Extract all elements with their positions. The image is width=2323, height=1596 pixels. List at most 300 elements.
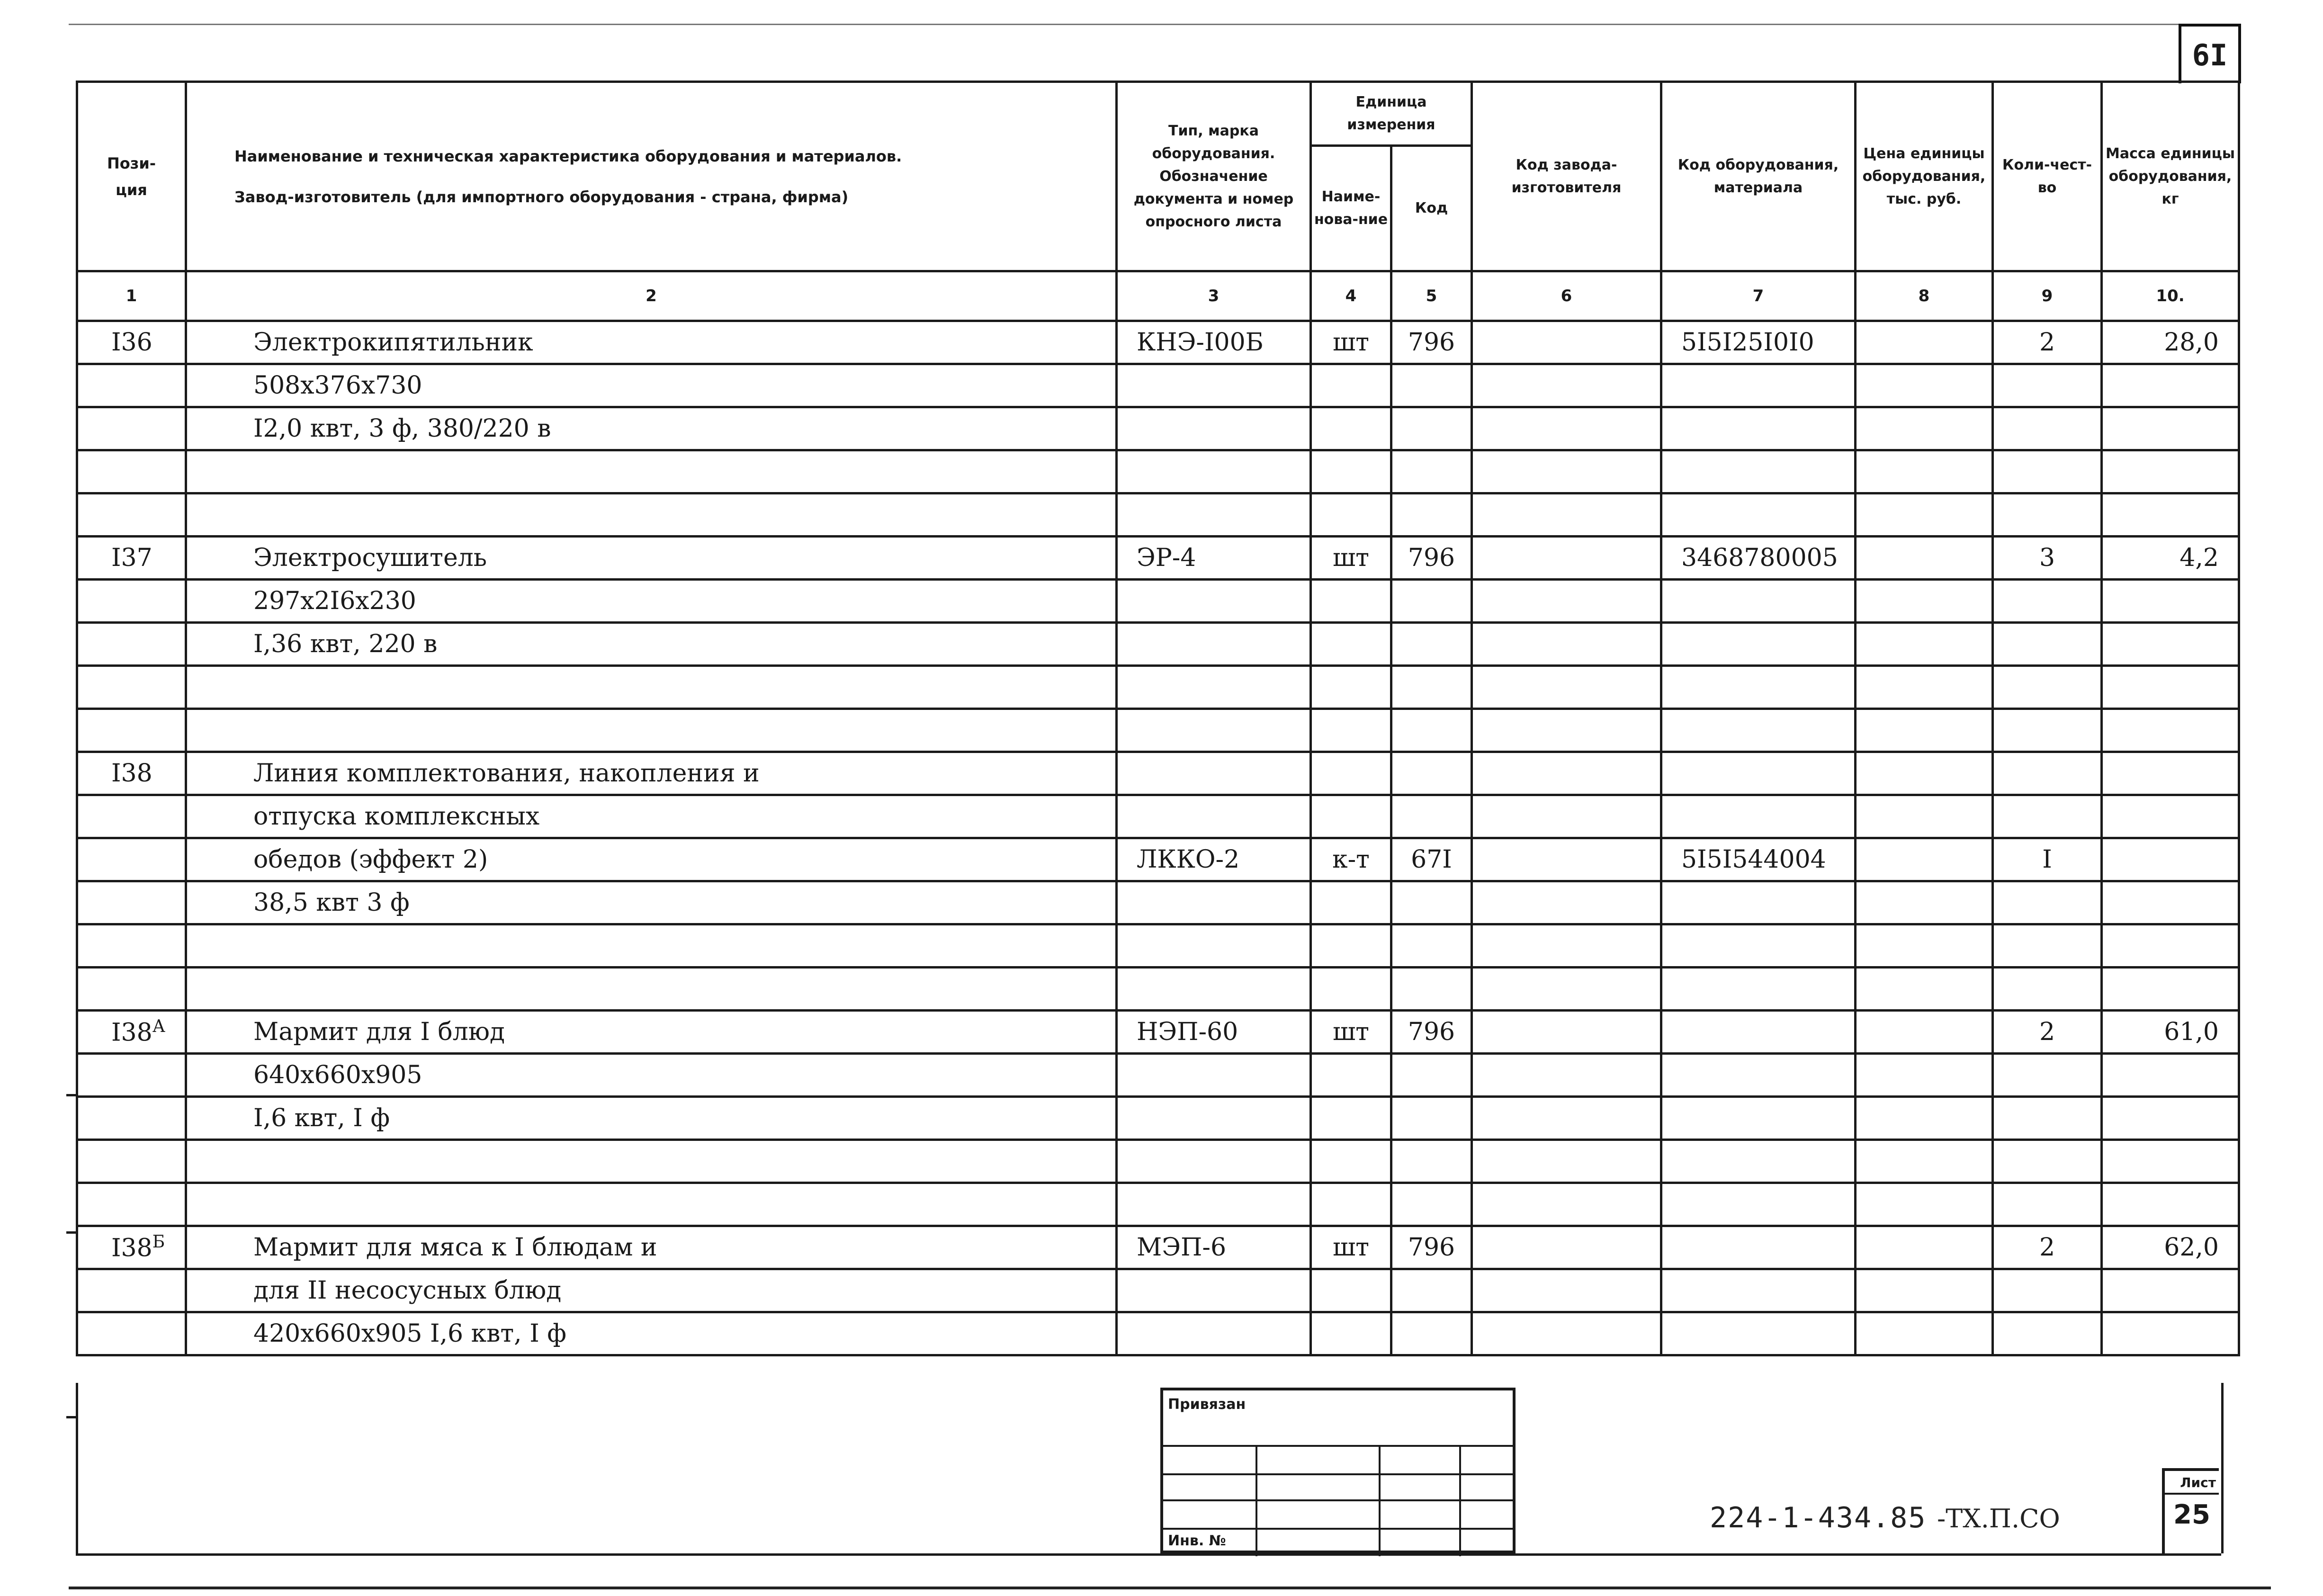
cell-mass xyxy=(2102,407,2239,450)
cell-price xyxy=(1856,407,1993,450)
table-row xyxy=(77,1183,2239,1226)
cell-item-name xyxy=(186,1183,1117,1226)
cell-unit-name xyxy=(1311,321,1391,364)
header-unit-code: Код xyxy=(1391,146,1472,271)
cell-equipment-type xyxy=(1117,1140,1311,1183)
cell-item-name xyxy=(186,450,1117,493)
cell-equipment-type xyxy=(1117,795,1311,838)
cell-equipment-type xyxy=(1117,623,1311,666)
col-number: 4 xyxy=(1311,271,1391,321)
unit-name-text: шт xyxy=(1332,1018,1370,1046)
mass-text: 61,0 xyxy=(2164,1018,2219,1046)
table-row xyxy=(77,709,2239,752)
cell-factory-code xyxy=(1472,1183,1661,1226)
cell-position xyxy=(77,709,186,752)
cell-quantity xyxy=(1993,1140,2102,1183)
cell-position xyxy=(77,580,186,623)
cell-unit-name xyxy=(1311,666,1391,709)
cell-mass xyxy=(2102,1054,2239,1097)
cell-unit-code xyxy=(1391,364,1472,407)
cell-factory-code xyxy=(1472,537,1661,580)
cell-quantity xyxy=(1993,752,2102,795)
col-number: 9 xyxy=(1993,271,2102,321)
table-row xyxy=(77,1226,2239,1269)
cell-quantity xyxy=(1993,321,2102,364)
cell-mass xyxy=(2102,493,2239,537)
cell-item-name xyxy=(186,666,1117,709)
cell-factory-code xyxy=(1472,709,1661,752)
cell-price xyxy=(1856,537,1993,580)
cell-position xyxy=(77,1226,186,1269)
table-row xyxy=(77,838,2239,881)
cell-equipment-code xyxy=(1661,321,1856,364)
table-row xyxy=(77,795,2239,838)
header-mass: Масса единицы оборудования, кг xyxy=(2102,82,2239,271)
cell-unit-code xyxy=(1391,1097,1472,1140)
quantity-text: 3 xyxy=(2039,544,2055,572)
col-number: 6 xyxy=(1472,271,1661,321)
cell-position xyxy=(77,838,186,881)
equipment-type-text: КНЭ-I00Б xyxy=(1137,328,1264,357)
cell-mass xyxy=(2102,450,2239,493)
cell-unit-name xyxy=(1311,580,1391,623)
sheet-number: 25 xyxy=(2173,1499,2210,1530)
cell-unit-name xyxy=(1311,537,1391,580)
cell-quantity xyxy=(1993,364,2102,407)
cell-factory-code xyxy=(1472,1054,1661,1097)
cell-factory-code xyxy=(1472,924,1661,968)
item-name-text: 420x660x905 I,6 квт, I ф xyxy=(253,1319,566,1348)
cell-equipment-code xyxy=(1661,752,1856,795)
cell-price xyxy=(1856,623,1993,666)
cell-mass xyxy=(2102,321,2239,364)
cell-factory-code xyxy=(1472,364,1661,407)
cell-mass xyxy=(2102,666,2239,709)
table-row xyxy=(77,364,2239,407)
table-row xyxy=(77,881,2239,924)
cell-unit-name xyxy=(1311,795,1391,838)
cell-price xyxy=(1856,1097,1993,1140)
cell-item-name xyxy=(186,1226,1117,1269)
stamp-bound-label: Привязан xyxy=(1168,1396,1246,1413)
cell-unit-code xyxy=(1391,1140,1472,1183)
unit-code-text: 796 xyxy=(1408,328,1455,357)
cell-mass xyxy=(2102,623,2239,666)
cell-unit-name xyxy=(1311,752,1391,795)
cell-position xyxy=(77,752,186,795)
cell-equipment-code xyxy=(1661,364,1856,407)
cell-unit-name xyxy=(1311,407,1391,450)
cell-equipment-code xyxy=(1661,493,1856,537)
cell-factory-code xyxy=(1472,838,1661,881)
cell-position xyxy=(77,795,186,838)
cell-unit-name xyxy=(1311,364,1391,407)
item-name-text: Электросушитель xyxy=(253,544,487,572)
cell-unit-name xyxy=(1311,968,1391,1011)
item-name-text: для II несосусных блюд xyxy=(253,1276,562,1305)
cell-item-name xyxy=(186,407,1117,450)
table-row xyxy=(77,1140,2239,1183)
header-quantity: Коли-чест-во xyxy=(1993,82,2102,271)
col-number: 8 xyxy=(1856,271,1993,321)
cell-item-name xyxy=(186,364,1117,407)
cell-factory-code xyxy=(1472,1011,1661,1054)
cell-equipment-code xyxy=(1661,1097,1856,1140)
cell-quantity xyxy=(1993,407,2102,450)
cell-equipment-type xyxy=(1117,1312,1311,1355)
table-row xyxy=(77,407,2239,450)
cell-equipment-code xyxy=(1661,881,1856,924)
sheet-box xyxy=(2162,1468,2219,1553)
cell-equipment-code xyxy=(1661,1140,1856,1183)
cell-unit-code xyxy=(1391,623,1472,666)
item-name-text: Мармит для мяса к I блюдам и xyxy=(253,1233,657,1262)
cell-quantity xyxy=(1993,666,2102,709)
header-price: Цена единицы оборудования, тыс. руб. xyxy=(1856,82,1993,271)
unit-code-text: 796 xyxy=(1408,544,1455,572)
unit-code-text: 67I xyxy=(1411,845,1452,874)
cell-mass xyxy=(2102,1269,2239,1312)
cell-equipment-type xyxy=(1117,709,1311,752)
cell-item-name xyxy=(186,709,1117,752)
cell-price xyxy=(1856,493,1993,537)
cell-position xyxy=(77,924,186,968)
cell-unit-code xyxy=(1391,881,1472,924)
cell-factory-code xyxy=(1472,580,1661,623)
table-row xyxy=(77,537,2239,580)
unit-name-text: шт xyxy=(1332,1233,1370,1262)
col-number: 2 xyxy=(186,271,1117,321)
cell-quantity xyxy=(1993,968,2102,1011)
cell-mass xyxy=(2102,795,2239,838)
equipment-type-text: ЛККО-2 xyxy=(1137,845,1240,874)
table-row xyxy=(77,580,2239,623)
cell-equipment-code xyxy=(1661,795,1856,838)
cell-equipment-code xyxy=(1661,450,1856,493)
cell-position xyxy=(77,1183,186,1226)
document-code: 224-1-434.85 xyxy=(1710,1501,1927,1534)
cell-quantity xyxy=(1993,623,2102,666)
cell-unit-code xyxy=(1391,1183,1472,1226)
cell-position xyxy=(77,1312,186,1355)
cell-unit-code xyxy=(1391,1226,1472,1269)
cell-equipment-code xyxy=(1661,924,1856,968)
quantity-text: I xyxy=(2042,845,2052,874)
cell-price xyxy=(1856,1312,1993,1355)
cell-unit-code xyxy=(1391,666,1472,709)
cell-factory-code xyxy=(1472,752,1661,795)
cell-equipment-type xyxy=(1117,364,1311,407)
cell-equipment-type xyxy=(1117,838,1311,881)
cell-quantity xyxy=(1993,709,2102,752)
cell-position xyxy=(77,968,186,1011)
cell-quantity xyxy=(1993,537,2102,580)
cell-equipment-type xyxy=(1117,924,1311,968)
cell-mass xyxy=(2102,1183,2239,1226)
cell-price xyxy=(1856,321,1993,364)
cell-price xyxy=(1856,924,1993,968)
col-number: 3 xyxy=(1117,271,1311,321)
cell-item-name xyxy=(186,924,1117,968)
cell-quantity xyxy=(1993,1097,2102,1140)
sheet-label: Лист xyxy=(2165,1471,2219,1495)
cell-item-name xyxy=(186,752,1117,795)
cell-factory-code xyxy=(1472,407,1661,450)
cell-factory-code xyxy=(1472,666,1661,709)
cell-equipment-type xyxy=(1117,666,1311,709)
margin-tick xyxy=(66,1231,77,1234)
cell-quantity xyxy=(1993,924,2102,968)
cell-equipment-code xyxy=(1661,623,1856,666)
cell-equipment-type xyxy=(1117,537,1311,580)
cell-item-name xyxy=(186,968,1117,1011)
cell-equipment-type xyxy=(1117,493,1311,537)
cell-factory-code xyxy=(1472,968,1661,1011)
frame-left-border xyxy=(76,1383,78,1553)
cell-mass xyxy=(2102,881,2239,924)
unit-name-text: к-т xyxy=(1332,845,1370,874)
cell-equipment-type xyxy=(1117,1097,1311,1140)
table-row xyxy=(77,450,2239,493)
cell-equipment-type xyxy=(1117,881,1311,924)
cell-item-name xyxy=(186,623,1117,666)
cell-item-name xyxy=(186,838,1117,881)
col-number: 10. xyxy=(2102,271,2239,321)
cell-unit-name xyxy=(1311,709,1391,752)
cell-position xyxy=(77,623,186,666)
cell-unit-code xyxy=(1391,709,1472,752)
cell-unit-code xyxy=(1391,493,1472,537)
item-name-text: I2,0 квт, 3 ф, 380/220 в xyxy=(253,414,551,443)
cell-price xyxy=(1856,1226,1993,1269)
cell-price xyxy=(1856,709,1993,752)
cell-equipment-type xyxy=(1117,1269,1311,1312)
cell-price xyxy=(1856,752,1993,795)
cell-item-name xyxy=(186,537,1117,580)
cell-item-name xyxy=(186,1011,1117,1054)
cell-mass xyxy=(2102,1312,2239,1355)
header-equipment-code: Код оборудования, материала xyxy=(1661,82,1856,271)
cell-unit-name xyxy=(1311,924,1391,968)
cell-unit-name xyxy=(1311,1140,1391,1183)
header-position: Пози- ция xyxy=(77,82,186,271)
cell-position xyxy=(77,321,186,364)
header-type: Тип, марка оборудования. Обозначение документа и номер опросного листа xyxy=(1117,82,1311,271)
cell-unit-name xyxy=(1311,838,1391,881)
cell-equipment-code xyxy=(1661,666,1856,709)
item-name-text: Электрокипятильник xyxy=(253,328,533,357)
cell-unit-name xyxy=(1311,450,1391,493)
cell-price xyxy=(1856,666,1993,709)
equipment-type-text: ЭР-4 xyxy=(1137,544,1196,572)
cell-equipment-code xyxy=(1661,580,1856,623)
cell-unit-name xyxy=(1311,623,1391,666)
cell-unit-code xyxy=(1391,1269,1472,1312)
table-row xyxy=(77,968,2239,1011)
cell-unit-code xyxy=(1391,795,1472,838)
cell-quantity xyxy=(1993,795,2102,838)
cell-quantity xyxy=(1993,493,2102,537)
position-superscript: Б xyxy=(152,1232,165,1252)
cell-price xyxy=(1856,1183,1993,1226)
item-name-text: Линия комплектования, накопления и xyxy=(253,759,760,788)
cell-quantity xyxy=(1993,838,2102,881)
cell-equipment-code xyxy=(1661,838,1856,881)
cell-price xyxy=(1856,838,1993,881)
cell-unit-code xyxy=(1391,537,1472,580)
cell-factory-code xyxy=(1472,623,1661,666)
table-row xyxy=(77,1312,2239,1355)
cell-price xyxy=(1856,881,1993,924)
cell-unit-name xyxy=(1311,1097,1391,1140)
item-name-text: 297x2I6x230 xyxy=(253,587,416,615)
cell-position xyxy=(77,1140,186,1183)
cell-factory-code xyxy=(1472,493,1661,537)
document-suffix: -ТХ.П.СО xyxy=(1937,1504,2060,1533)
frame-right-border xyxy=(2221,1383,2224,1553)
cell-factory-code xyxy=(1472,450,1661,493)
table-row xyxy=(77,924,2239,968)
item-name-text: отпуска комплексных xyxy=(253,802,540,831)
cell-unit-code xyxy=(1391,968,1472,1011)
cell-item-name xyxy=(186,1097,1117,1140)
cell-equipment-type xyxy=(1117,1054,1311,1097)
cell-equipment-code xyxy=(1661,1183,1856,1226)
cell-quantity xyxy=(1993,1054,2102,1097)
cell-equipment-code xyxy=(1661,709,1856,752)
cell-unit-code xyxy=(1391,752,1472,795)
cell-equipment-code xyxy=(1661,1226,1856,1269)
cell-unit-code xyxy=(1391,1054,1472,1097)
cell-unit-code xyxy=(1391,580,1472,623)
equipment-code-text: 5I5I25I0I0 xyxy=(1681,328,1814,357)
quantity-text: 2 xyxy=(2039,1018,2055,1046)
cell-equipment-code xyxy=(1661,1011,1856,1054)
cell-mass xyxy=(2102,1011,2239,1054)
table-row xyxy=(77,1011,2239,1054)
outer-bottom-rule xyxy=(69,1587,2271,1589)
cell-position xyxy=(77,364,186,407)
frame-bottom-border xyxy=(76,1553,2221,1556)
table-row xyxy=(77,666,2239,709)
cell-unit-code xyxy=(1391,407,1472,450)
cell-price xyxy=(1856,795,1993,838)
cell-equipment-code xyxy=(1661,537,1856,580)
specification-body xyxy=(77,321,2239,1355)
page-number: 6I xyxy=(2179,24,2241,83)
cell-item-name xyxy=(186,1054,1117,1097)
cell-item-name xyxy=(186,795,1117,838)
cell-item-name xyxy=(186,1269,1117,1312)
table-row xyxy=(77,321,2239,364)
header-name: Наименование и техническая характеристика оборудования и материалов. Завод-изготовитель (для импортного оборудования - страна, фирма) xyxy=(186,82,1117,271)
position-superscript: А xyxy=(152,1017,165,1037)
cell-quantity xyxy=(1993,1269,2102,1312)
cell-quantity xyxy=(1993,881,2102,924)
item-name-text: Мармит для I блюд xyxy=(253,1018,505,1046)
cell-unit-name xyxy=(1311,1054,1391,1097)
cell-position xyxy=(77,537,186,580)
header-unit: Единица измерения xyxy=(1311,82,1472,146)
cell-position xyxy=(77,666,186,709)
mass-text: 62,0 xyxy=(2164,1233,2219,1262)
cell-unit-code xyxy=(1391,450,1472,493)
cell-mass xyxy=(2102,709,2239,752)
cell-equipment-type xyxy=(1117,407,1311,450)
cell-position xyxy=(77,493,186,537)
cell-unit-name xyxy=(1311,1011,1391,1054)
mass-text: 28,0 xyxy=(2164,328,2219,357)
margin-tick xyxy=(66,1416,77,1418)
cell-mass xyxy=(2102,924,2239,968)
cell-position xyxy=(77,1097,186,1140)
specification-table xyxy=(76,81,2240,1356)
cell-quantity xyxy=(1993,1011,2102,1054)
cell-price xyxy=(1856,1140,1993,1183)
cell-mass xyxy=(2102,752,2239,795)
cell-unit-code xyxy=(1391,321,1472,364)
item-name-text: 38,5 квт 3 ф xyxy=(253,888,410,917)
cell-item-name xyxy=(186,1140,1117,1183)
cell-position xyxy=(77,407,186,450)
cell-price xyxy=(1856,580,1993,623)
cell-mass xyxy=(2102,1140,2239,1183)
cell-item-name xyxy=(186,493,1117,537)
top-rule xyxy=(69,24,2238,25)
cell-equipment-type xyxy=(1117,752,1311,795)
cell-factory-code xyxy=(1472,321,1661,364)
item-name-text: 640x660x905 xyxy=(253,1061,422,1089)
cell-quantity xyxy=(1993,580,2102,623)
table-row xyxy=(77,623,2239,666)
cell-position xyxy=(77,1054,186,1097)
unit-code-text: 796 xyxy=(1408,1233,1455,1262)
cell-equipment-type xyxy=(1117,1226,1311,1269)
col-number: 7 xyxy=(1661,271,1856,321)
cell-equipment-code xyxy=(1661,1269,1856,1312)
cell-unit-code xyxy=(1391,1011,1472,1054)
cell-mass xyxy=(2102,968,2239,1011)
cell-price xyxy=(1856,450,1993,493)
cell-unit-name xyxy=(1311,881,1391,924)
position-text: I38 xyxy=(111,1018,152,1047)
cell-mass xyxy=(2102,1097,2239,1140)
equipment-code-text: 3468780005 xyxy=(1681,544,1838,572)
position-text: I37 xyxy=(111,544,152,572)
cell-mass xyxy=(2102,580,2239,623)
cell-unit-name xyxy=(1311,1312,1391,1355)
binding-stamp xyxy=(1160,1388,1516,1553)
cell-mass xyxy=(2102,364,2239,407)
item-name-text: 508x376x730 xyxy=(253,371,422,400)
cell-quantity xyxy=(1993,1226,2102,1269)
table-row xyxy=(77,1054,2239,1097)
cell-factory-code xyxy=(1472,881,1661,924)
item-name-text: I,36 квт, 220 в xyxy=(253,630,438,658)
table-row xyxy=(77,1269,2239,1312)
cell-position xyxy=(77,881,186,924)
cell-price xyxy=(1856,1054,1993,1097)
item-name-text: обедов (эффект 2) xyxy=(253,845,488,874)
cell-unit-name xyxy=(1311,1269,1391,1312)
margin-tick xyxy=(66,1094,77,1096)
cell-unit-name xyxy=(1311,493,1391,537)
cell-equipment-code xyxy=(1661,1312,1856,1355)
cell-unit-code xyxy=(1391,1312,1472,1355)
header-factory-code: Код завода-изготовителя xyxy=(1472,82,1661,271)
cell-equipment-code xyxy=(1661,407,1856,450)
cell-equipment-type xyxy=(1117,968,1311,1011)
